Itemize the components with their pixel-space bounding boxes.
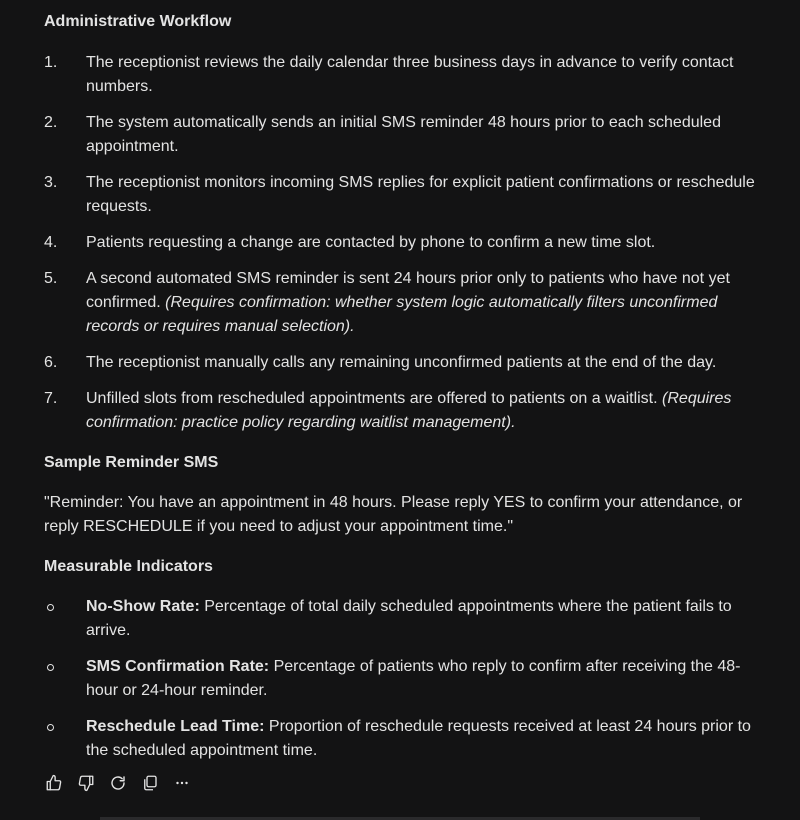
bullet-circle-icon [47, 664, 54, 671]
step-text: The receptionist monitors incoming SMS replies for explicit patient confirmations or reschedule requests. [86, 174, 755, 215]
response-content [44, 10, 764, 763]
indicators-heading: Measurable Indicators [44, 558, 213, 575]
indicator-term: SMS Confirmation Rate: [86, 658, 270, 675]
step-text: The system automatically sends an initial SMS reminder 48 hours prior to each scheduled appointment. [86, 114, 721, 155]
indicator-item [44, 595, 764, 643]
indicator-text: Percentage of patients who reply to confirm after receiving the 48-hour or 24-hour reminder. [86, 658, 741, 699]
step-number: 5. [44, 270, 58, 287]
step-note: (Requires confirmation: whether system logic automatically filters unconfirmed records or requires manual selection). [86, 294, 718, 335]
step-number: 2. [44, 114, 58, 131]
indicator-text: Percentage of total daily scheduled appointments where the patient fails to arrive. [86, 598, 732, 639]
workflow-step [44, 51, 764, 99]
thumbs-down-button[interactable] [76, 773, 96, 793]
workflow-step [44, 231, 764, 255]
workflow-step [44, 267, 764, 339]
indicator-text: Proportion of reschedule requests received at least 24 hours prior to the scheduled appointment time. [86, 718, 751, 759]
response-actions [44, 772, 192, 794]
step-number: 6. [44, 354, 58, 371]
more-options-icon [173, 774, 191, 792]
sample-sms-text: "Reminder: You have an appointment in 48 hours. Please reply YES to confirm your attendance, or reply RESCHEDULE if you need to adjust your appointment time." [44, 494, 743, 535]
bullet-circle-icon [47, 604, 54, 611]
indicator-term: Reschedule Lead Time: [86, 718, 265, 735]
step-text: A second automated SMS reminder is sent 24 hours prior only to patients who have not yet confirmed. [86, 270, 730, 311]
workflow-steps [44, 51, 764, 435]
thumbs-down-icon [77, 774, 95, 792]
copy-button[interactable] [140, 773, 160, 793]
thumbs-up-icon [45, 774, 63, 792]
thumbs-up-button[interactable] [44, 773, 64, 793]
workflow-step [44, 111, 764, 159]
step-number: 4. [44, 234, 58, 251]
step-number: 7. [44, 390, 58, 407]
workflow-step [44, 387, 764, 435]
workflow-step [44, 351, 764, 375]
step-note: (Requires confirmation: practice policy regarding waitlist management). [86, 390, 732, 431]
step-text: The receptionist manually calls any remaining unconfirmed patients at the end of the day. [86, 354, 717, 371]
more-options-button[interactable] [172, 773, 192, 793]
step-number: 1. [44, 54, 58, 71]
step-number: 3. [44, 174, 58, 191]
indicators-list [44, 595, 764, 763]
regenerate-button[interactable] [108, 773, 128, 793]
bullet-circle-icon [47, 724, 54, 731]
indicator-item [44, 715, 764, 763]
workflow-step [44, 171, 764, 219]
workflow-heading: Administrative Workflow [44, 13, 232, 30]
indicator-item [44, 655, 764, 703]
sample-heading: Sample Reminder SMS [44, 454, 219, 471]
step-text: The receptionist reviews the daily calendar three business days in advance to verify contact numbers. [86, 54, 734, 95]
step-text: Patients requesting a change are contacted by phone to confirm a new time slot. [86, 234, 656, 251]
step-text: Unfilled slots from rescheduled appointments are offered to patients on a waitlist. [86, 390, 658, 407]
indicator-term: No-Show Rate: [86, 598, 200, 615]
regenerate-icon [109, 774, 127, 792]
copy-icon [141, 774, 159, 792]
